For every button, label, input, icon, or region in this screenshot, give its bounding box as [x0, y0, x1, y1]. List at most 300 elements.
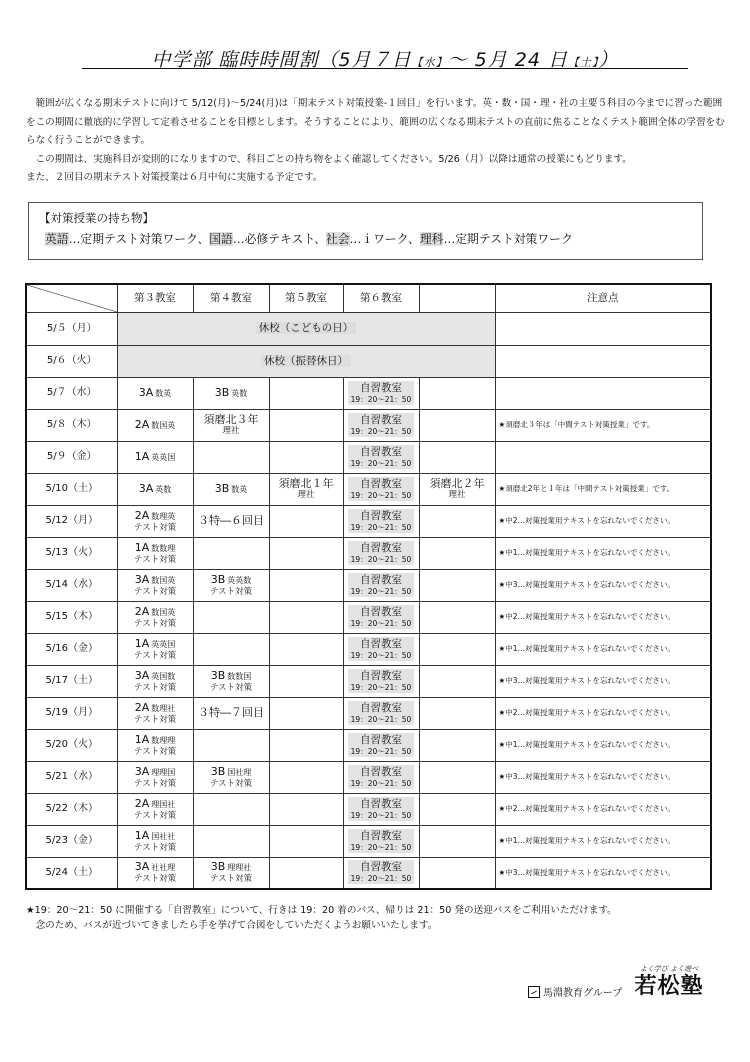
- self-study-name: 自習教室: [360, 797, 402, 810]
- room5-cell: [269, 761, 343, 793]
- room4-cell: [193, 441, 269, 473]
- class-line: [118, 387, 193, 400]
- self-study-name: 自習教室: [360, 381, 402, 394]
- test-label: テスト対策: [133, 522, 177, 533]
- self-study-time: 19：20～21：50: [350, 490, 412, 500]
- test-label: テスト対策: [133, 618, 177, 629]
- room3-cell: [117, 569, 193, 601]
- date-cell: 5/16（金）: [26, 633, 117, 665]
- table-header-row: [26, 284, 711, 312]
- date-cell: 5/８（木）: [26, 409, 117, 441]
- extra-room-cell: [419, 505, 495, 537]
- extra-room-cell: [419, 473, 495, 505]
- class-line: [118, 542, 193, 555]
- room5-cell: [269, 665, 343, 697]
- room5-cell: [269, 729, 343, 761]
- class-subjects: 理国社: [151, 799, 176, 809]
- class-subjects: 数数国: [227, 671, 252, 681]
- class-line: [194, 574, 269, 587]
- self-study-name: 自習教室: [360, 445, 402, 458]
- room6-cell: [343, 697, 419, 729]
- room6-cell: [343, 505, 419, 537]
- test-label: テスト対策: [209, 682, 253, 693]
- date-cell: 5/20（火）: [26, 729, 117, 761]
- footnote-line-1: ★19：20～21：50 に開催する「自習教室」について、行きは 19：20 着のバス、帰りは 21：50 発の送迎バスをご利用いただけます。: [26, 905, 617, 916]
- class-line: [194, 670, 269, 683]
- class-subjects: 数国英: [151, 420, 176, 430]
- self-study-time: 19：20～21：50: [350, 554, 412, 564]
- self-study-label: [348, 637, 415, 661]
- class-name: ３特―７回目: [198, 706, 264, 719]
- extra-room-cell: [419, 377, 495, 409]
- class-subjects: 社社理: [151, 863, 176, 873]
- room6-cell: [343, 761, 419, 793]
- self-study-label: [348, 605, 415, 629]
- test-label: テスト対策: [209, 778, 253, 789]
- date-cell: 5/14（水）: [26, 569, 117, 601]
- class-line: [118, 451, 193, 464]
- notes-cell: ★中1…対策授業用テキストを忘れないでください。: [495, 633, 711, 665]
- self-study-time: 19：20～21：50: [350, 714, 412, 724]
- room5-cell: [269, 633, 343, 665]
- class-subjects: 数国英: [151, 575, 176, 585]
- extra-room-cell: [419, 793, 495, 825]
- room3-cell: [117, 729, 193, 761]
- room4-cell: [193, 537, 269, 569]
- class-subjects: 国社社: [151, 831, 176, 841]
- school-logo: [628, 964, 710, 1000]
- room5-cell: [269, 441, 343, 473]
- room6-cell: [343, 825, 419, 857]
- table-row: [26, 409, 711, 441]
- self-study-name: 自習教室: [360, 573, 402, 586]
- class-subjects: 英英数: [227, 575, 252, 585]
- class-subjects: 理理社: [227, 863, 252, 873]
- room5-cell: [269, 601, 343, 633]
- test-label: テスト対策: [133, 650, 177, 661]
- room5-cell: [269, 537, 343, 569]
- room6-cell: [343, 793, 419, 825]
- self-study-label: [348, 765, 415, 789]
- item-english: …定期テスト対策ワーク、: [68, 232, 210, 246]
- intro-paragraph-3: また、２回目の期末テスト対策授業は６月中旬に実施する予定です。: [26, 172, 323, 183]
- class-name: 3A: [134, 668, 150, 682]
- self-study-name: 自習教室: [360, 765, 402, 778]
- group-logo-icon: [528, 986, 540, 998]
- extra-room-cell: [419, 409, 495, 441]
- date-cell: 5/９（金）: [26, 441, 117, 473]
- self-study-name: 自習教室: [360, 669, 402, 682]
- self-study-time: 19：20～21：50: [350, 426, 412, 436]
- class-name: 須磨北２年: [429, 477, 485, 490]
- class-line: [118, 830, 193, 843]
- self-study-name: 自習教室: [360, 509, 402, 522]
- header-corner: [26, 284, 117, 312]
- self-study-label: [348, 509, 415, 533]
- extra-room-cell: [419, 601, 495, 633]
- table-row: [26, 505, 711, 537]
- class-name: 3B: [214, 481, 230, 495]
- class-line: [194, 483, 269, 496]
- holiday-label: 休校（振替休日）: [261, 355, 351, 367]
- self-study-label: [348, 860, 415, 884]
- title-main: 中学部 臨時時間割（5月７日: [151, 49, 412, 71]
- class-line: [118, 510, 193, 523]
- notes-cell: [495, 312, 711, 345]
- page-title: [82, 47, 688, 76]
- date-cell: 5/10（土）: [26, 473, 117, 505]
- class-name: 3A: [138, 385, 154, 399]
- date-cell: 5/21（水）: [26, 761, 117, 793]
- room4-cell: [193, 857, 269, 889]
- test-label: テスト対策: [133, 842, 177, 853]
- class-subjects: 理社: [222, 426, 240, 436]
- room6-cell: [343, 665, 419, 697]
- room6-cell: [343, 441, 419, 473]
- date-cell: 5/24（土）: [26, 857, 117, 889]
- class-name: 3A: [134, 860, 150, 874]
- notes-cell: ★中1…対策授業用テキストを忘れないでください。: [495, 729, 711, 761]
- room4-cell: [193, 697, 269, 729]
- self-study-time: 19：20～21：50: [350, 394, 412, 404]
- test-label: テスト対策: [133, 746, 177, 757]
- class-name: ３特―６回目: [198, 514, 264, 527]
- room5-cell: [269, 505, 343, 537]
- class-line: [194, 387, 269, 400]
- notes-cell: ★中3…対策授業用テキストを忘れないでください。: [495, 761, 711, 793]
- test-label: テスト対策: [209, 874, 253, 885]
- class-name: 須磨北３年: [203, 413, 259, 426]
- table-row: [26, 569, 711, 601]
- header-cell-1: 第３教室: [117, 284, 193, 312]
- extra-room-cell: [419, 729, 495, 761]
- footnote-line-2: 念のため、バスが近づいてきましたら手を挙げて合図をしていただくようお願いいたします。: [35, 920, 438, 931]
- extra-room-cell: [419, 825, 495, 857]
- class-name: 3A: [134, 572, 150, 586]
- class-name: 2A: [134, 700, 150, 714]
- room6-cell: [343, 601, 419, 633]
- room3-cell: [117, 665, 193, 697]
- self-study-label: [348, 701, 415, 725]
- room4-cell: [193, 569, 269, 601]
- class-line: [118, 798, 193, 811]
- table-row: [26, 312, 711, 345]
- class-line: [118, 483, 193, 496]
- test-label: テスト対策: [209, 586, 253, 597]
- extra-room-cell: [419, 537, 495, 569]
- holiday-label: 休校（こどもの日）: [256, 322, 357, 334]
- table-row: [26, 633, 711, 665]
- room4-cell: [193, 665, 269, 697]
- date-cell: 5/５（月）: [26, 312, 117, 345]
- test-label: テスト対策: [133, 554, 177, 565]
- room3-cell: [117, 761, 193, 793]
- class-line: [118, 574, 193, 587]
- class-subjects: 英数: [155, 484, 172, 494]
- self-study-name: 自習教室: [360, 733, 402, 746]
- notes-cell: ★中2…対策授業用テキストを忘れないでください。: [495, 793, 711, 825]
- room6-cell: [343, 633, 419, 665]
- self-study-name: 自習教室: [360, 605, 402, 618]
- class-name: 2A: [134, 604, 150, 618]
- date-cell: 5/17（土）: [26, 665, 117, 697]
- self-study-label: [348, 797, 415, 821]
- room4-cell: [193, 729, 269, 761]
- items-list: [45, 228, 692, 250]
- room3-cell: [117, 697, 193, 729]
- class-name: 3B: [210, 860, 226, 874]
- class-line: [118, 638, 193, 651]
- class-subjects: 数理理: [151, 735, 176, 745]
- subject-english: 英語: [45, 232, 69, 246]
- room4-cell: [193, 377, 269, 409]
- notes-cell: ★須磨北2年と１年は「中間テスト対策授業」です。: [495, 473, 711, 505]
- class-line: [118, 861, 193, 874]
- room3-cell: [117, 825, 193, 857]
- class-name: 1A: [134, 732, 150, 746]
- class-name: 2A: [134, 508, 150, 522]
- class-name: 3B: [210, 764, 226, 778]
- date-cell: 5/23（金）: [26, 825, 117, 857]
- header-cell-6: 注意点: [495, 284, 711, 312]
- test-label: テスト対策: [133, 586, 177, 597]
- class-subjects: 数理社: [151, 703, 176, 713]
- table-row: [26, 665, 711, 697]
- class-name: 3B: [210, 668, 226, 682]
- class-subjects: 数英: [155, 388, 172, 398]
- room3-cell: [117, 505, 193, 537]
- class-name: 2A: [134, 796, 150, 810]
- room4-cell: [193, 825, 269, 857]
- item-social: …ｉワーク、: [349, 232, 420, 246]
- self-study-name: 自習教室: [360, 541, 402, 554]
- class-line: [118, 734, 193, 747]
- notes-cell: ★中1…対策授業用テキストを忘れないでください。: [495, 537, 711, 569]
- class-line: [194, 414, 269, 436]
- room4-cell: [193, 761, 269, 793]
- date-cell: 5/13（火）: [26, 537, 117, 569]
- test-label: テスト対策: [133, 810, 177, 821]
- date-cell: 5/６（火）: [26, 345, 117, 377]
- notes-cell: [495, 441, 711, 473]
- table-row: [26, 729, 711, 761]
- class-line: [118, 702, 193, 715]
- class-line: [270, 478, 343, 500]
- self-study-label: [348, 733, 415, 757]
- self-study-label: [348, 445, 415, 469]
- self-study-time: 19：20～21：50: [350, 746, 412, 756]
- notes-cell: ★中3…対策授業用テキストを忘れないでください。: [495, 569, 711, 601]
- class-subjects: 数英: [231, 484, 248, 494]
- title-mid: ～ 5月 24 日: [447, 49, 568, 71]
- extra-room-cell: [419, 569, 495, 601]
- header-cell-2: 第４教室: [193, 284, 269, 312]
- room6-cell: [343, 857, 419, 889]
- holiday-cell: [117, 345, 495, 377]
- class-name: 1A: [134, 636, 150, 650]
- extra-room-cell: [419, 633, 495, 665]
- date-cell: 5/15（木）: [26, 601, 117, 633]
- group-logo: [528, 984, 622, 999]
- class-name: 1A: [134, 828, 150, 842]
- class-subjects: 英国数: [151, 671, 176, 681]
- notes-cell: ★中3…対策授業用テキストを忘れないでください。: [495, 665, 711, 697]
- room3-cell: [117, 377, 193, 409]
- self-study-label: [348, 829, 415, 853]
- room6-cell: [343, 537, 419, 569]
- self-study-time: 19：20～21：50: [350, 618, 412, 628]
- room5-cell: [269, 409, 343, 441]
- table-row: [26, 473, 711, 505]
- room3-cell: [117, 441, 193, 473]
- class-line: [118, 766, 193, 779]
- table-row: [26, 345, 711, 377]
- self-study-label: [348, 669, 415, 693]
- class-line: [118, 419, 193, 432]
- room4-cell: [193, 793, 269, 825]
- room4-cell: [193, 601, 269, 633]
- self-study-time: 19：20～21：50: [350, 874, 412, 884]
- footnote: [26, 903, 731, 933]
- class-subjects: 英数: [231, 388, 248, 398]
- title-day2: 【土】: [568, 56, 599, 69]
- table-row: [26, 793, 711, 825]
- title-underline: [82, 68, 688, 69]
- class-subjects: 理社: [448, 490, 466, 500]
- self-study-time: 19：20～21：50: [350, 778, 412, 788]
- room4-cell: [193, 473, 269, 505]
- subject-social: 社会: [325, 232, 350, 246]
- self-study-label: [348, 541, 415, 565]
- extra-room-cell: [419, 857, 495, 889]
- room3-cell: [117, 601, 193, 633]
- room6-cell: [343, 409, 419, 441]
- title-day1: 【水】: [411, 56, 448, 69]
- header-cell-5: [419, 284, 495, 312]
- notes-cell: ★中2…対策授業用テキストを忘れないでください。: [495, 601, 711, 633]
- room6-cell: [343, 729, 419, 761]
- notes-cell: ★須磨北３年は「中間テスト対策授業」です。: [495, 409, 711, 441]
- table-row: [26, 537, 711, 569]
- class-subjects: 国社理: [227, 767, 252, 777]
- room3-cell: [117, 473, 193, 505]
- test-label: テスト対策: [133, 714, 177, 725]
- table-row: [26, 441, 711, 473]
- notes-cell: ★中2…対策授業用テキストを忘れないでください。: [495, 697, 711, 729]
- items-box: [28, 202, 703, 260]
- self-study-label: [348, 477, 415, 501]
- class-line: [118, 606, 193, 619]
- table-row: [26, 697, 711, 729]
- table-row: [26, 825, 711, 857]
- items-heading: 【対策授業の持ち物】: [39, 211, 154, 225]
- self-study-name: 自習教室: [360, 701, 402, 714]
- date-cell: 5/19（月）: [26, 697, 117, 729]
- class-name: 1A: [134, 449, 150, 463]
- class-subjects: 数数理: [151, 543, 176, 553]
- item-japanese: …必修テキスト、: [232, 232, 326, 246]
- notes-cell: [495, 377, 711, 409]
- notes-cell: [495, 345, 711, 377]
- table-row: [26, 377, 711, 409]
- room3-cell: [117, 537, 193, 569]
- room3-cell: [117, 857, 193, 889]
- schedule-table: [25, 283, 712, 890]
- extra-room-cell: [419, 665, 495, 697]
- room4-cell: [193, 633, 269, 665]
- class-name: 3A: [138, 481, 154, 495]
- self-study-label: [348, 381, 415, 405]
- self-study-label: [348, 573, 415, 597]
- room6-cell: [343, 473, 419, 505]
- table-row: [26, 601, 711, 633]
- self-study-name: 自習教室: [360, 829, 402, 842]
- self-study-time: 19：20～21：50: [350, 682, 412, 692]
- holiday-cell: [117, 312, 495, 345]
- room3-cell: [117, 793, 193, 825]
- extra-room-cell: [419, 441, 495, 473]
- item-science: …定期テスト対策ワーク: [443, 232, 573, 246]
- room5-cell: [269, 697, 343, 729]
- class-name: 2A: [134, 417, 150, 431]
- class-name: 3B: [210, 572, 226, 586]
- date-cell: 5/７（水）: [26, 377, 117, 409]
- self-study-time: 19：20～21：50: [350, 458, 412, 468]
- notes-cell: ★中1…対策授業用テキストを忘れないでください。: [495, 825, 711, 857]
- room4-cell: [193, 409, 269, 441]
- intro-paragraph-1: 範囲が広くなる期末テストに向けて 5/12(月)～5/24(月)は「期末テスト対策授業-１回目」を行います。英・数・国・理・社の主要５科目の今までに習った範囲をこの期間に徹底的に学習して定着させることを目標とします。そうすることにより、範囲の広くなる期末テストの直前に焦ることなくテスト範囲全体の学習をむらなく行うことができます。: [26, 98, 725, 146]
- notes-cell: ★中3…対策授業用テキストを忘れないでください。: [495, 857, 711, 889]
- class-name: 1A: [134, 540, 150, 554]
- self-study-name: 自習教室: [360, 413, 402, 426]
- self-study-name: 自習教室: [360, 477, 402, 490]
- class-subjects: 理社: [297, 490, 315, 500]
- subject-japanese: 国語: [209, 232, 233, 246]
- class-line: [194, 861, 269, 874]
- room3-cell: [117, 633, 193, 665]
- class-line: [194, 766, 269, 779]
- test-label: テスト対策: [133, 682, 177, 693]
- date-cell: 5/12（月）: [26, 505, 117, 537]
- class-subjects: 数国英: [151, 607, 176, 617]
- table-row: [26, 761, 711, 793]
- header-cell-4: 第６教室: [343, 284, 419, 312]
- self-study-time: 19：20～21：50: [350, 810, 412, 820]
- self-study-label: [348, 413, 415, 437]
- self-study-time: 19：20～21：50: [350, 522, 412, 532]
- subject-science: 理科: [419, 232, 444, 246]
- class-subjects: 英英国: [151, 639, 176, 649]
- school-tagline: よく学び よく遊べ: [639, 965, 699, 973]
- room5-cell: [269, 377, 343, 409]
- class-subjects: 理理国: [151, 767, 176, 777]
- class-subjects: 英英国: [151, 452, 176, 462]
- self-study-name: 自習教室: [360, 637, 402, 650]
- class-name: 3A: [134, 764, 150, 778]
- table-row: [26, 857, 711, 889]
- self-study-time: 19：20～21：50: [350, 842, 412, 852]
- self-study-time: 19：20～21：50: [350, 586, 412, 596]
- room5-cell: [269, 473, 343, 505]
- intro-paragraph-2: この期間は、実施科目が変則的になりますので、科目ごとの持ち物をよく確認してください。5/26（月）以降は通常の授業にもどります。: [35, 153, 632, 165]
- room6-cell: [343, 377, 419, 409]
- test-label: テスト対策: [133, 874, 177, 885]
- intro-text: [26, 95, 726, 188]
- class-name: 3B: [214, 385, 230, 399]
- class-subjects: 数理英: [151, 511, 176, 521]
- extra-room-cell: [419, 697, 495, 729]
- date-cell: 5/22（木）: [26, 793, 117, 825]
